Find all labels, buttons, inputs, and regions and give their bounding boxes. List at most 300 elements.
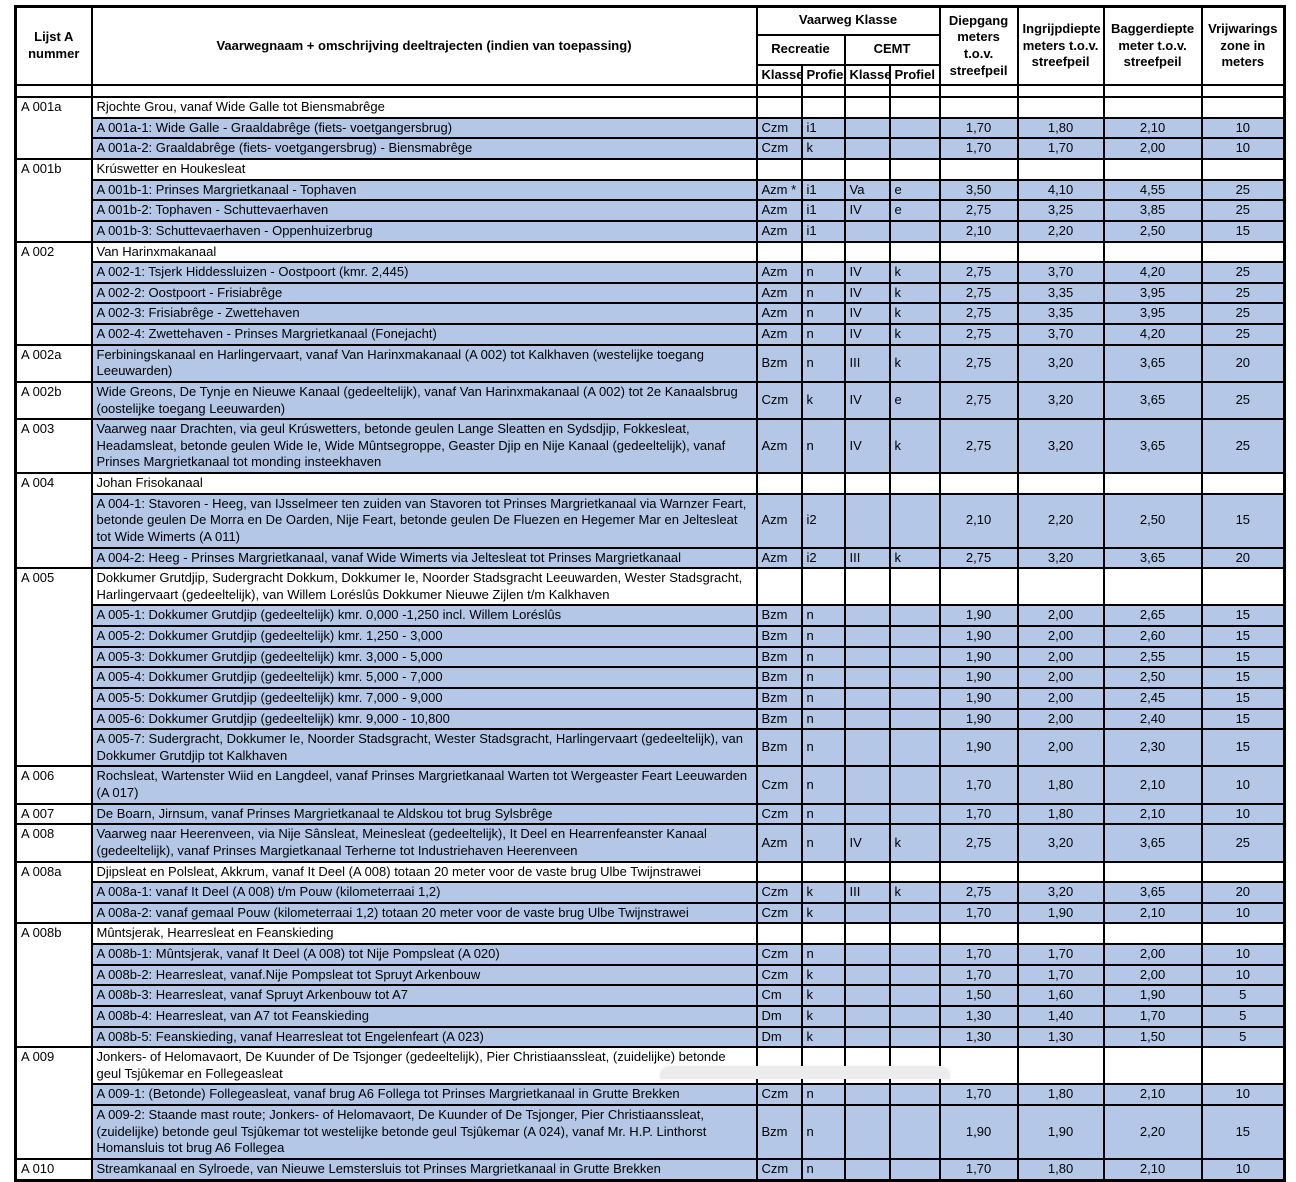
diepgang-cell: 1,70 — [940, 903, 1018, 924]
table-row — [16, 85, 1285, 97]
cemt-klasse-cell — [845, 1105, 890, 1159]
recreatie-profiel-cell: n — [802, 605, 845, 626]
diepgang-cell: 1,90 — [940, 626, 1018, 647]
ingrijpdiepte-cell: 4,10 — [1018, 180, 1104, 201]
vrijwaringszone-cell: 10 — [1202, 118, 1285, 139]
row-number-cell: A 008b — [16, 923, 92, 944]
ingrijpdiepte-cell — [1018, 862, 1104, 883]
vrijwaringszone-cell — [1202, 1047, 1285, 1084]
cemt-klasse-cell: IV — [845, 419, 890, 473]
vrijwaringszone-cell: 25 — [1202, 180, 1285, 201]
table-row — [16, 667, 1285, 688]
baggerdiepte-cell: 2,20 — [1104, 1105, 1202, 1159]
diepgang-cell: 2,75 — [940, 324, 1018, 345]
ingrijpdiepte-cell — [1018, 159, 1104, 180]
recreatie-klasse-cell — [757, 473, 802, 494]
baggerdiepte-cell — [1104, 97, 1202, 118]
cemt-klasse-cell — [845, 221, 890, 242]
cemt-klasse-cell — [845, 97, 890, 118]
waterway-name-cell: Ferbiningskanaal en Harlingervaart, vanaf Van Harinxmakanaal (A 002) tot Kalkhaven (westelijke toegang Leeuwarden) — [92, 345, 757, 382]
ingrijpdiepte-cell — [1018, 85, 1104, 97]
ingrijpdiepte-cell: 2,00 — [1018, 667, 1104, 688]
vrijwaringszone-cell: 15 — [1202, 626, 1285, 647]
recreatie-klasse-cell — [757, 862, 802, 883]
waterway-name-cell: Dokkumer Grutdjip, Sudergracht Dokkum, Dokkumer Ie, Noorder Stadsgracht Leeuwarden, Wester Stadsgracht, Harlingervaart (gedeeltelijk), van Willem Loréslûs Dokkumer Nieuwe Zijlen t/m Kalkhaven — [92, 568, 757, 605]
cemt-klasse-cell — [845, 605, 890, 626]
cemt-profiel-cell — [890, 138, 940, 159]
ingrijpdiepte-cell: 2,20 — [1018, 494, 1104, 548]
ingrijpdiepte-cell: 2,00 — [1018, 688, 1104, 709]
waterway-name-cell — [92, 85, 757, 97]
cemt-klasse-cell: III — [845, 548, 890, 569]
recreatie-klasse-cell: Bzm — [757, 729, 802, 766]
recreatie-klasse-cell: Bzm — [757, 605, 802, 626]
recreatie-klasse-cell: Cm — [757, 985, 802, 1006]
recreatie-klasse-cell: Dm — [757, 1006, 802, 1027]
ingrijpdiepte-cell — [1018, 97, 1104, 118]
row-number-cell: A 002b — [16, 382, 92, 419]
row-number-cell — [16, 903, 92, 924]
cemt-profiel-cell — [890, 1027, 940, 1048]
recreatie-profiel-cell: n — [802, 804, 845, 825]
ingrijpdiepte-cell: 1,80 — [1018, 118, 1104, 139]
vrijwaringszone-cell: 25 — [1202, 324, 1285, 345]
vrijwaringszone-cell: 15 — [1202, 1105, 1285, 1159]
diepgang-cell: 1,90 — [940, 605, 1018, 626]
recreatie-profiel-cell: k — [802, 985, 845, 1006]
recreatie-klasse-cell: Bzm — [757, 345, 802, 382]
row-number-cell — [16, 118, 92, 139]
waterway-name-cell: A 004-1: Stavoren - Heeg, van IJsselmeer ten zuiden van Stavoren tot Prinses Margrietkanaal via Warnzer Feart, betonde geulen De Morra en De Oarden, Nije Feart, betonde geulen De Fluezen en Hegemer Mar en Jeltesleat tot Wide Wimerts (A 011) — [92, 494, 757, 548]
row-number-cell — [16, 85, 92, 97]
cemt-profiel-cell — [890, 1105, 940, 1159]
vrijwaringszone-cell: 15 — [1202, 688, 1285, 709]
diepgang-cell: 1,90 — [940, 688, 1018, 709]
cemt-klasse-cell — [845, 923, 890, 944]
vrijwaringszone-cell — [1202, 473, 1285, 494]
cemt-klasse-cell — [845, 804, 890, 825]
cemt-profiel-cell — [890, 1006, 940, 1027]
waterway-name-cell: A 008b-4: Hearresleat, van A7 tot Feanskieding — [92, 1006, 757, 1027]
recreatie-profiel-cell: n — [802, 647, 845, 668]
cemt-klasse-cell: IV — [845, 824, 890, 861]
table-row — [16, 647, 1285, 668]
table-row — [16, 804, 1285, 825]
waterway-name-cell: Streamkanaal en Sylroede, van Nieuwe Lemstersluis tot Prinses Margrietkanaal in Grutte Brekken — [92, 1159, 757, 1180]
waterway-name-cell: A 001a-2: Graaldabrêge (fiets- voetgangersbrug) - Biensmabrêge — [92, 138, 757, 159]
baggerdiepte-cell: 3,95 — [1104, 303, 1202, 324]
ingrijpdiepte-cell — [1018, 568, 1104, 605]
diepgang-cell: 1,70 — [940, 138, 1018, 159]
cemt-klasse-cell — [845, 1159, 890, 1180]
row-number-cell — [16, 1006, 92, 1027]
table-row — [16, 965, 1285, 986]
table-row — [16, 862, 1285, 883]
waterway-name-cell: Krúswetter en Houkesleat — [92, 159, 757, 180]
table-row — [16, 382, 1285, 419]
diepgang-cell — [940, 473, 1018, 494]
waterway-name-cell: A 005-1: Dokkumer Grutdjip (gedeeltelijk) kmr. 0,000 -1,250 incl. Willem Loréslûs — [92, 605, 757, 626]
waterway-name-cell: Jonkers- of Helomavaort, De Kuunder of De Tsjonger (gedeeltelijk), Pier Christiaanssleat, (zuidelijke) betonde geul Tsjûkemar en Follegeasleat — [92, 1047, 757, 1084]
vrijwaringszone-cell: 25 — [1202, 419, 1285, 473]
row-number-cell — [16, 667, 92, 688]
vrijwaringszone-cell: 10 — [1202, 804, 1285, 825]
recreatie-profiel-cell — [802, 242, 845, 263]
cemt-profiel-cell — [890, 1159, 940, 1180]
diepgang-cell: 1,70 — [940, 804, 1018, 825]
row-number-cell — [16, 944, 92, 965]
recreatie-profiel-cell: i1 — [802, 180, 845, 201]
table-row — [16, 303, 1285, 324]
vrijwaringszone-cell: 15 — [1202, 667, 1285, 688]
diepgang-cell — [940, 85, 1018, 97]
ingrijpdiepte-cell: 1,80 — [1018, 1159, 1104, 1180]
baggerdiepte-cell: 2,50 — [1104, 494, 1202, 548]
vrijwaringszone-cell: 25 — [1202, 200, 1285, 221]
recreatie-klasse-cell: Bzm — [757, 626, 802, 647]
cemt-klasse-cell — [845, 985, 890, 1006]
waterway-name-cell: A 005-6: Dokkumer Grutdjip (gedeeltelijk) kmr. 9,000 - 10,800 — [92, 709, 757, 730]
diepgang-cell: 3,50 — [940, 180, 1018, 201]
ingrijpdiepte-cell: 1,70 — [1018, 965, 1104, 986]
baggerdiepte-cell: 2,00 — [1104, 965, 1202, 986]
row-number-cell: A 008a — [16, 862, 92, 883]
ingrijpdiepte-cell: 1,80 — [1018, 804, 1104, 825]
table-row — [16, 1084, 1285, 1105]
ingrijpdiepte-cell: 3,20 — [1018, 548, 1104, 569]
waterway-name-cell: A 001a-1: Wide Galle - Graaldabrêge (fiets- voetgangersbrug) — [92, 118, 757, 139]
waterway-name-cell: Rjochte Grou, vanaf Wide Galle tot Biensmabrêge — [92, 97, 757, 118]
baggerdiepte-cell: 4,20 — [1104, 262, 1202, 283]
table-row — [16, 159, 1285, 180]
row-number-cell: A 008 — [16, 824, 92, 861]
table-row — [16, 709, 1285, 730]
header-ingrijpdiepte: Ingrijpdiepte meters t.o.v. streefpeil — [1018, 7, 1104, 86]
recreatie-klasse-cell: Czm — [757, 804, 802, 825]
ingrijpdiepte-cell: 1,90 — [1018, 1105, 1104, 1159]
recreatie-profiel-cell — [802, 97, 845, 118]
cemt-profiel-cell — [890, 626, 940, 647]
ingrijpdiepte-cell: 3,20 — [1018, 882, 1104, 903]
cemt-profiel-cell — [890, 221, 940, 242]
cemt-profiel-cell: k — [890, 324, 940, 345]
header-recreatie: Recreatie — [757, 35, 845, 65]
waterway-name-cell: Wide Greons, De Tynje en Nieuwe Kanaal (gedeeltelijk), vanaf Van Harinxmakanaal (A 002) tot 2e Kanaalsbrug (oostelijke toegang Leeuwarden) — [92, 382, 757, 419]
diepgang-cell: 2,10 — [940, 221, 1018, 242]
table-row — [16, 1027, 1285, 1048]
header-vaarwegnaam: Vaarwegnaam + omschrijving deeltrajecten (indien van toepassing) — [92, 7, 757, 86]
ingrijpdiepte-cell: 1,60 — [1018, 985, 1104, 1006]
vrijwaringszone-cell: 20 — [1202, 345, 1285, 382]
recreatie-profiel-cell: n — [802, 1084, 845, 1105]
diepgang-cell: 1,50 — [940, 985, 1018, 1006]
diepgang-cell: 1,90 — [940, 709, 1018, 730]
recreatie-profiel-cell: k — [802, 1006, 845, 1027]
vrijwaringszone-cell: 25 — [1202, 303, 1285, 324]
diepgang-cell: 2,75 — [940, 882, 1018, 903]
vrijwaringszone-cell: 25 — [1202, 283, 1285, 304]
recreatie-klasse-cell: Azm * — [757, 180, 802, 201]
baggerdiepte-cell — [1104, 923, 1202, 944]
baggerdiepte-cell: 3,65 — [1104, 882, 1202, 903]
cemt-klasse-cell — [845, 473, 890, 494]
waterway-name-cell: A 009-1: (Betonde) Follegeasleat, vanaf brug A6 Follega tot Prinses Margrietkanaal in Grutte Brekken — [92, 1084, 757, 1105]
recreatie-klasse-cell: Czm — [757, 882, 802, 903]
vrijwaringszone-cell: 25 — [1202, 262, 1285, 283]
table-row — [16, 766, 1285, 803]
cemt-profiel-cell — [890, 688, 940, 709]
diepgang-cell: 1,30 — [940, 1006, 1018, 1027]
recreatie-klasse-cell — [757, 85, 802, 97]
waterway-name-cell: A 002-3: Frisiabrêge - Zwettehaven — [92, 303, 757, 324]
diepgang-cell — [940, 568, 1018, 605]
row-number-cell — [16, 548, 92, 569]
cemt-profiel-cell: k — [890, 419, 940, 473]
cemt-klasse-cell — [845, 568, 890, 605]
header-vaarweg-klasse: Vaarweg Klasse — [757, 7, 940, 35]
row-number-cell: A 003 — [16, 419, 92, 473]
recreatie-klasse-cell: Azm — [757, 548, 802, 569]
row-number-cell — [16, 605, 92, 626]
cemt-profiel-cell — [890, 568, 940, 605]
waterway-name-cell: A 004-2: Heeg - Prinses Margrietkanaal, vanaf Wide Wimerts via Jeltesleat tot Prinses Margrietkanaal — [92, 548, 757, 569]
recreatie-klasse-cell — [757, 568, 802, 605]
baggerdiepte-cell: 3,65 — [1104, 382, 1202, 419]
recreatie-profiel-cell: n — [802, 419, 845, 473]
diepgang-cell: 2,10 — [940, 494, 1018, 548]
vrijwaringszone-cell — [1202, 159, 1285, 180]
ingrijpdiepte-cell: 3,20 — [1018, 824, 1104, 861]
ingrijpdiepte-cell: 2,00 — [1018, 729, 1104, 766]
cemt-klasse-cell: III — [845, 345, 890, 382]
diepgang-cell — [940, 242, 1018, 263]
table-row — [16, 548, 1285, 569]
waterway-name-cell: A 005-5: Dokkumer Grutdjip (gedeeltelijk) kmr. 7,000 - 9,000 — [92, 688, 757, 709]
recreatie-profiel-cell: i2 — [802, 548, 845, 569]
recreatie-profiel-cell: k — [802, 903, 845, 924]
recreatie-klasse-cell — [757, 159, 802, 180]
diepgang-cell: 2,75 — [940, 283, 1018, 304]
recreatie-profiel-cell — [802, 85, 845, 97]
waterway-name-cell: A 005-3: Dokkumer Grutdjip (gedeeltelijk) kmr. 3,000 - 5,000 — [92, 647, 757, 668]
cemt-profiel-cell: e — [890, 180, 940, 201]
vrijwaringszone-cell: 10 — [1202, 138, 1285, 159]
waterway-name-cell: Johan Frisokanaal — [92, 473, 757, 494]
row-number-cell — [16, 1027, 92, 1048]
ingrijpdiepte-cell: 1,30 — [1018, 1027, 1104, 1048]
row-number-cell — [16, 221, 92, 242]
table-row — [16, 688, 1285, 709]
ingrijpdiepte-cell: 1,80 — [1018, 766, 1104, 803]
cemt-klasse-cell — [845, 903, 890, 924]
cemt-klasse-cell — [845, 242, 890, 263]
baggerdiepte-cell: 4,55 — [1104, 180, 1202, 201]
row-number-cell: A 002 — [16, 242, 92, 263]
cemt-klasse-cell — [845, 729, 890, 766]
cemt-klasse-cell: IV — [845, 303, 890, 324]
ingrijpdiepte-cell: 2,00 — [1018, 647, 1104, 668]
vrijwaringszone-cell: 5 — [1202, 1006, 1285, 1027]
cemt-klasse-cell: IV — [845, 262, 890, 283]
diepgang-cell: 2,75 — [940, 382, 1018, 419]
cemt-klasse-cell: IV — [845, 200, 890, 221]
recreatie-profiel-cell: n — [802, 345, 845, 382]
recreatie-profiel-cell: n — [802, 1159, 845, 1180]
waterway-name-cell: A 001b-2: Tophaven - Schuttevaerhaven — [92, 200, 757, 221]
header-vrijwaringszone: Vrijwarings zone in meters — [1202, 7, 1285, 86]
recreatie-klasse-cell: Azm — [757, 419, 802, 473]
table-header — [16, 7, 1285, 86]
cemt-profiel-cell — [890, 965, 940, 986]
ingrijpdiepte-cell: 2,20 — [1018, 221, 1104, 242]
row-number-cell — [16, 180, 92, 201]
ingrijpdiepte-cell: 3,70 — [1018, 324, 1104, 345]
cemt-profiel-cell: k — [890, 262, 940, 283]
baggerdiepte-cell: 2,00 — [1104, 138, 1202, 159]
vrijwaringszone-cell: 15 — [1202, 221, 1285, 242]
recreatie-klasse-cell: Bzm — [757, 647, 802, 668]
vrijwaringszone-cell: 20 — [1202, 548, 1285, 569]
waterway-name-cell: Rochsleat, Wartenster Wiid en Langdeel, vanaf Prinses Margrietkanaal Warten tot Wergeaster Feart Leeuwarden (A 017) — [92, 766, 757, 803]
vrijwaringszone-cell: 10 — [1202, 766, 1285, 803]
baggerdiepte-cell — [1104, 242, 1202, 263]
baggerdiepte-cell: 2,50 — [1104, 221, 1202, 242]
waterway-name-cell: A 008a-1: vanaf It Deel (A 008) t/m Pouw (kilometerraai 1,2) — [92, 882, 757, 903]
recreatie-klasse-cell — [757, 97, 802, 118]
table-row — [16, 180, 1285, 201]
vrijwaringszone-cell: 25 — [1202, 824, 1285, 861]
recreatie-profiel-cell: n — [802, 688, 845, 709]
baggerdiepte-cell: 4,20 — [1104, 324, 1202, 345]
baggerdiepte-cell: 2,10 — [1104, 118, 1202, 139]
table-row — [16, 824, 1285, 861]
cemt-klasse-cell: IV — [845, 382, 890, 419]
recreatie-klasse-cell — [757, 923, 802, 944]
table-row — [16, 118, 1285, 139]
table-row — [16, 324, 1285, 345]
row-number-cell — [16, 647, 92, 668]
table-row — [16, 242, 1285, 263]
cemt-profiel-cell — [890, 494, 940, 548]
waterway-name-cell: A 005-4: Dokkumer Grutdjip (gedeeltelijk) kmr. 5,000 - 7,000 — [92, 667, 757, 688]
header-cemt-klasse: Klasse — [845, 65, 890, 86]
row-number-cell: A 005 — [16, 568, 92, 605]
diepgang-cell: 1,70 — [940, 1159, 1018, 1180]
recreatie-profiel-cell: k — [802, 382, 845, 419]
diepgang-cell: 2,75 — [940, 419, 1018, 473]
recreatie-profiel-cell — [802, 568, 845, 605]
waterway-name-cell: A 008a-2: vanaf gemaal Pouw (kilometerraai 1,2) totaan 20 meter voor de vaste brug Ulbe Twijnstrawei — [92, 903, 757, 924]
cemt-klasse-cell — [845, 494, 890, 548]
diepgang-cell: 1,90 — [940, 729, 1018, 766]
waterway-name-cell: A 008b-2: Hearresleat, vanaf.Nije Pompsleat tot Spruyt Arkenbouw — [92, 965, 757, 986]
row-number-cell — [16, 283, 92, 304]
table-row — [16, 1006, 1285, 1027]
header-recreatie-profiel: Profiel — [802, 65, 845, 86]
vrijwaringszone-cell: 10 — [1202, 1084, 1285, 1105]
row-number-cell: A 006 — [16, 766, 92, 803]
cemt-klasse-cell — [845, 626, 890, 647]
diepgang-cell — [940, 862, 1018, 883]
waterway-name-cell: A 001b-3: Schuttevaerhaven - Oppenhuizerbrug — [92, 221, 757, 242]
ingrijpdiepte-cell: 2,00 — [1018, 605, 1104, 626]
vrijwaringszone-cell: 15 — [1202, 647, 1285, 668]
row-number-cell — [16, 1105, 92, 1159]
cemt-profiel-cell — [890, 985, 940, 1006]
table-row — [16, 1105, 1285, 1159]
recreatie-profiel-cell: k — [802, 882, 845, 903]
diepgang-cell — [940, 923, 1018, 944]
waterway-name-cell: A 001b-1: Prinses Margrietkanaal - Tophaven — [92, 180, 757, 201]
ingrijpdiepte-cell: 1,70 — [1018, 138, 1104, 159]
baggerdiepte-cell: 2,50 — [1104, 667, 1202, 688]
diepgang-cell: 2,75 — [940, 824, 1018, 861]
waterway-name-cell: De Boarn, Jirnsum, vanaf Prinses Margrietkanaal te Aldskou tot brug Sylsbrêge — [92, 804, 757, 825]
cemt-klasse-cell — [845, 944, 890, 965]
ingrijpdiepte-cell: 3,20 — [1018, 419, 1104, 473]
table-row — [16, 944, 1285, 965]
baggerdiepte-cell: 2,55 — [1104, 647, 1202, 668]
diepgang-cell — [940, 159, 1018, 180]
cemt-klasse-cell — [845, 1006, 890, 1027]
ingrijpdiepte-cell — [1018, 242, 1104, 263]
header-cemt-profiel: Profiel — [890, 65, 940, 86]
recreatie-klasse-cell: Czm — [757, 1159, 802, 1180]
diepgang-cell: 2,75 — [940, 345, 1018, 382]
table-row — [16, 1047, 1285, 1084]
table-row — [16, 903, 1285, 924]
cemt-profiel-cell: k — [890, 548, 940, 569]
row-number-cell: A 010 — [16, 1159, 92, 1180]
baggerdiepte-cell — [1104, 473, 1202, 494]
table-row — [16, 200, 1285, 221]
row-number-cell — [16, 985, 92, 1006]
cemt-profiel-cell — [890, 473, 940, 494]
baggerdiepte-cell: 1,50 — [1104, 1027, 1202, 1048]
recreatie-profiel-cell — [802, 159, 845, 180]
table-row — [16, 882, 1285, 903]
cemt-klasse-cell — [845, 1084, 890, 1105]
recreatie-klasse-cell: Bzm — [757, 1105, 802, 1159]
table-row — [16, 473, 1285, 494]
baggerdiepte-cell: 2,30 — [1104, 729, 1202, 766]
row-number-cell — [16, 965, 92, 986]
baggerdiepte-cell: 2,10 — [1104, 903, 1202, 924]
row-number-cell — [16, 494, 92, 548]
vrijwaringszone-cell: 10 — [1202, 944, 1285, 965]
baggerdiepte-cell: 2,10 — [1104, 1084, 1202, 1105]
recreatie-profiel-cell: n — [802, 262, 845, 283]
table-row — [16, 729, 1285, 766]
ingrijpdiepte-cell: 1,70 — [1018, 944, 1104, 965]
header-recreatie-klasse: Klasse — [757, 65, 802, 86]
baggerdiepte-cell: 2,65 — [1104, 605, 1202, 626]
recreatie-klasse-cell: Azm — [757, 200, 802, 221]
ingrijpdiepte-cell: 3,20 — [1018, 382, 1104, 419]
baggerdiepte-cell: 2,10 — [1104, 766, 1202, 803]
diepgang-cell: 1,70 — [940, 118, 1018, 139]
recreatie-klasse-cell: Azm — [757, 262, 802, 283]
recreatie-profiel-cell: n — [802, 766, 845, 803]
recreatie-profiel-cell: i2 — [802, 494, 845, 548]
baggerdiepte-cell: 2,00 — [1104, 944, 1202, 965]
recreatie-klasse-cell: Bzm — [757, 709, 802, 730]
row-number-cell: A 004 — [16, 473, 92, 494]
cemt-profiel-cell — [890, 97, 940, 118]
vrijwaringszone-cell: 15 — [1202, 605, 1285, 626]
ingrijpdiepte-cell: 2,00 — [1018, 709, 1104, 730]
cemt-profiel-cell: k — [890, 882, 940, 903]
